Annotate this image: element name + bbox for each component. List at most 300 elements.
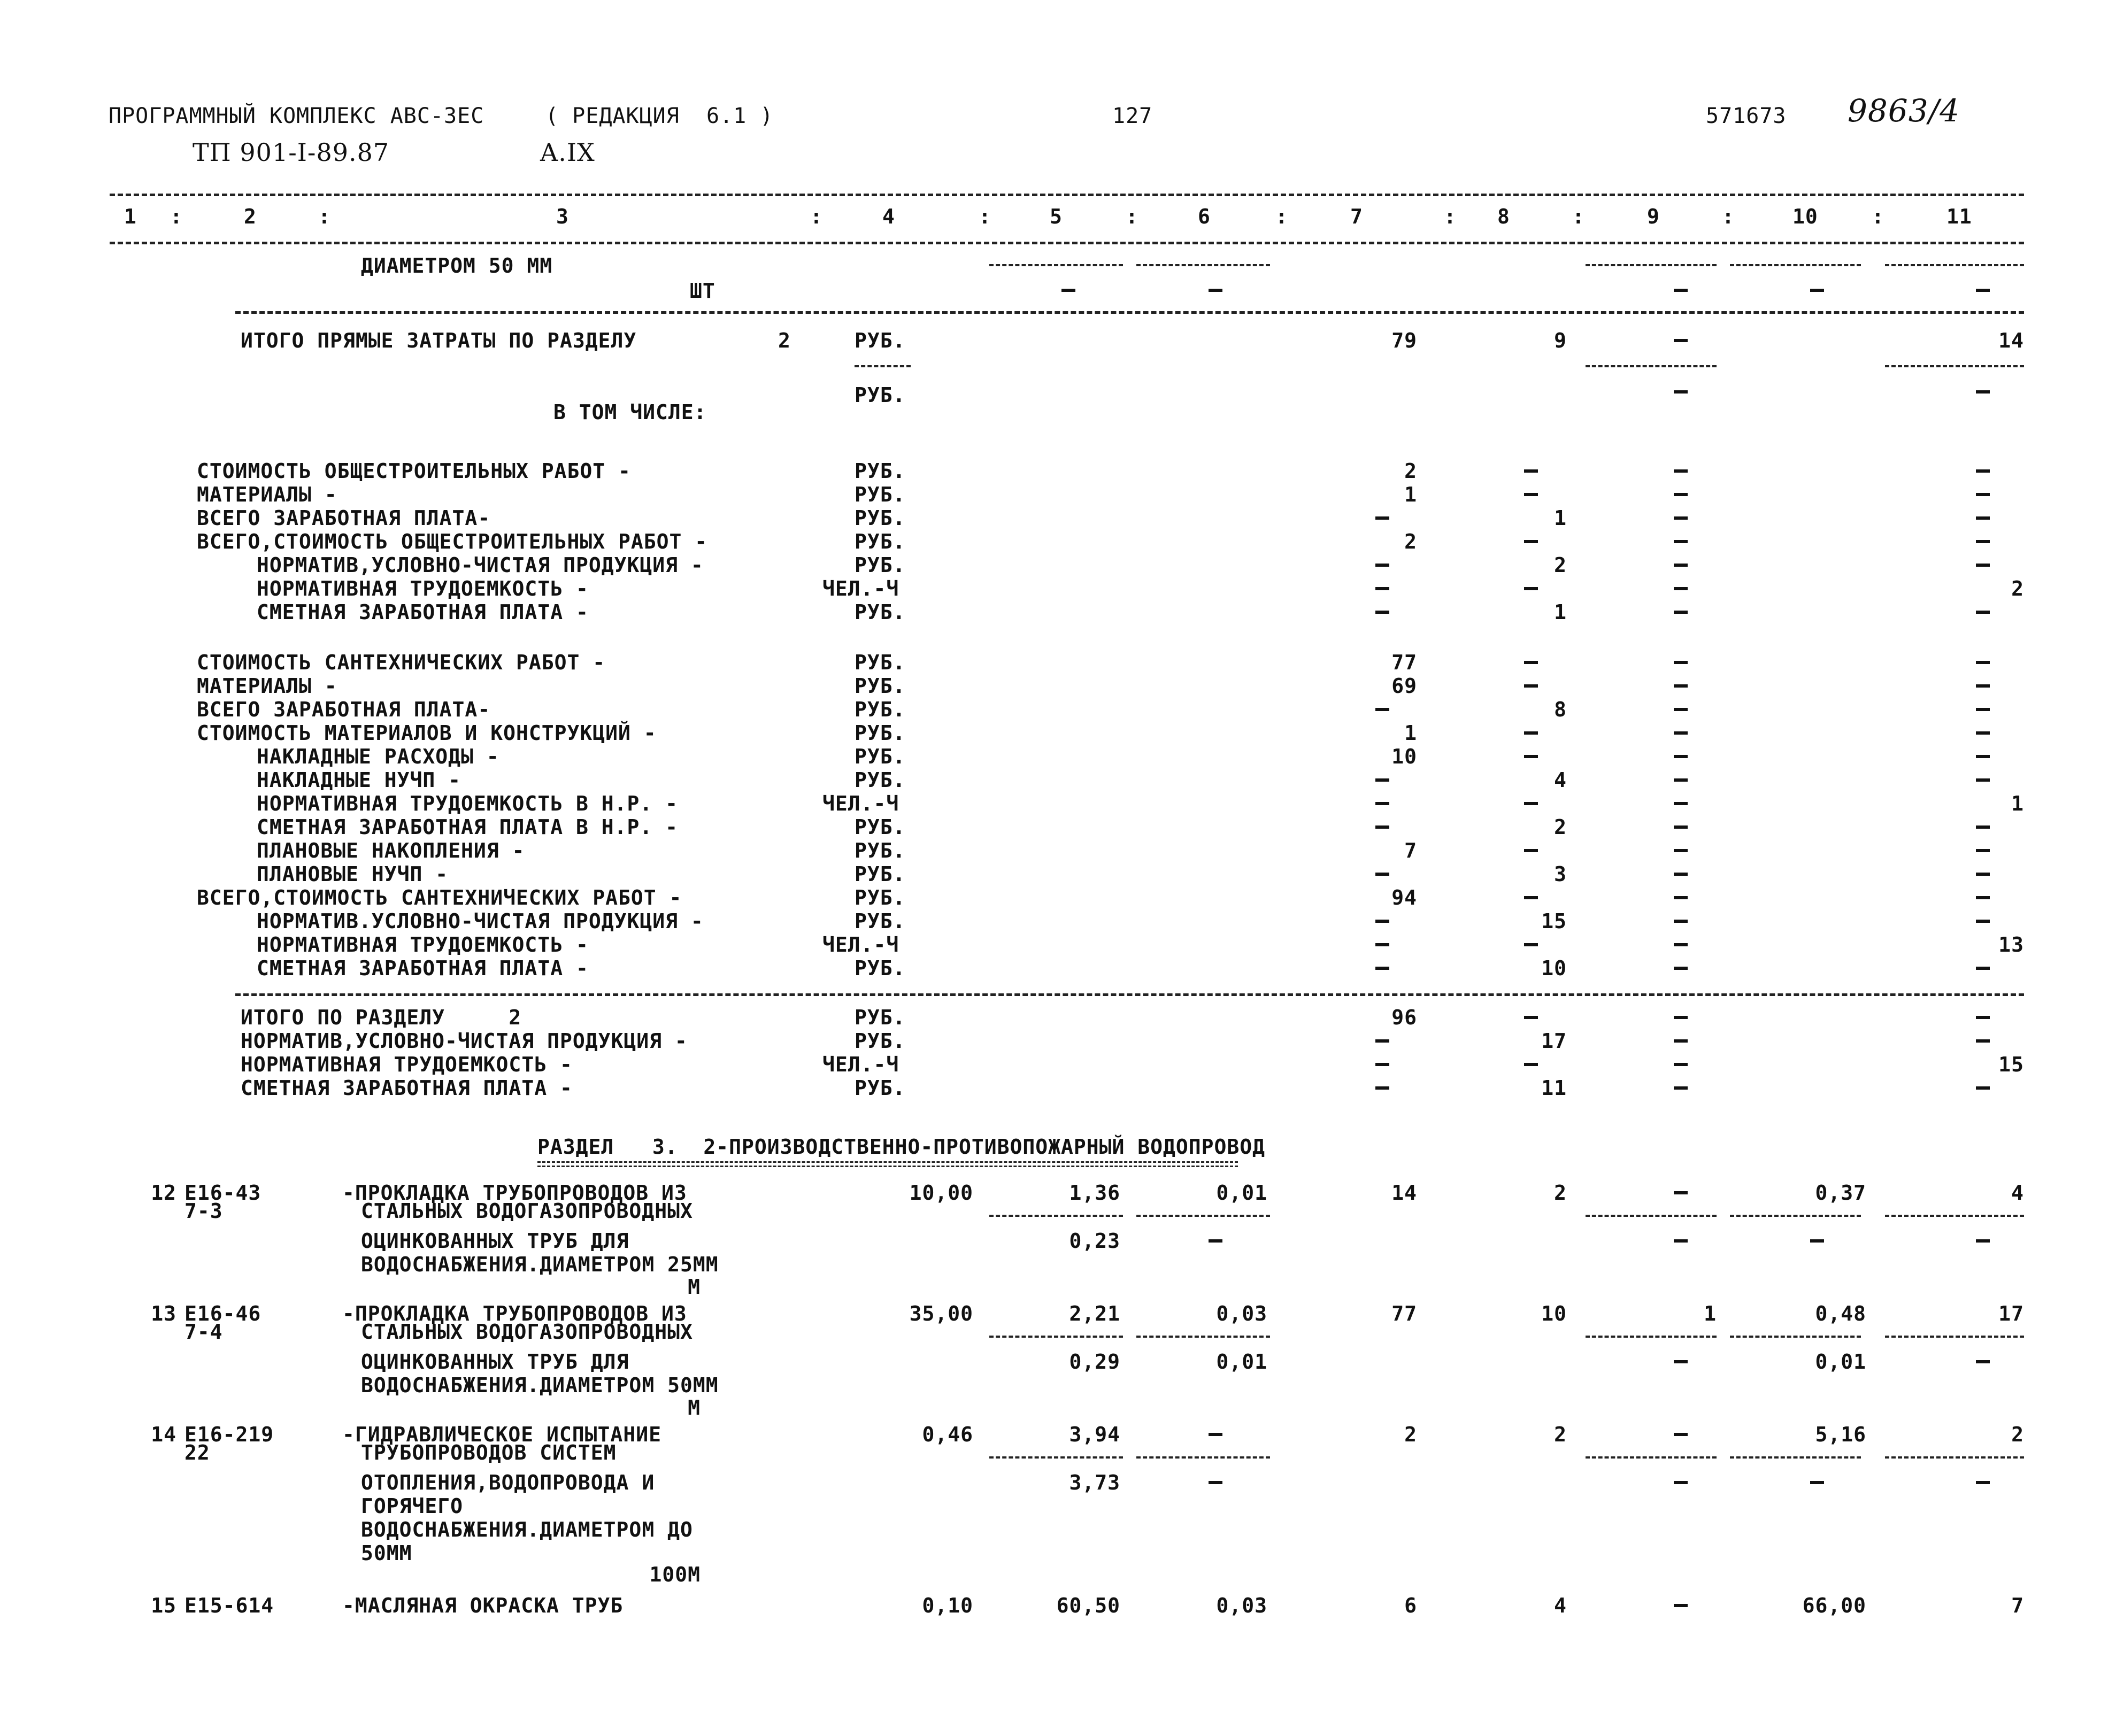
rule — [235, 311, 2024, 314]
item-desc-line: -ГИДРАВЛИЧЕСКОЕ ИСПЫТАНИЕ — [342, 1423, 661, 1446]
direct-costs-unit2: РУБ. — [855, 383, 906, 407]
dash — [1976, 920, 1990, 923]
dash — [1810, 289, 1824, 292]
dash — [1976, 755, 1990, 758]
dash — [1674, 943, 1688, 946]
item-c8: 2 — [1554, 1181, 1567, 1205]
dash — [1976, 289, 1990, 292]
item-c5: 2,21 — [1069, 1302, 1120, 1325]
summary-unit: РУБ. — [855, 721, 906, 745]
dash — [1674, 755, 1688, 758]
summary-unit: РУБ. — [855, 909, 906, 933]
summary-c11: 1 — [2011, 792, 2024, 815]
col-separator: : — [1572, 205, 1585, 228]
summary-label: НОРМАТИВ.УСЛОВНО-ЧИСТАЯ ПРОДУКЦИЯ - — [257, 909, 704, 933]
total-label: ИТОГО ПО РАЗДЕЛУ 2 — [241, 1006, 522, 1029]
summary-label: СМЕТНАЯ ЗАРАБОТНАЯ ПЛАТА - — [257, 600, 589, 624]
dash — [1674, 1016, 1688, 1019]
dash — [1674, 1063, 1688, 1066]
item-desc-line: -МАСЛЯНАЯ ОКРАСКА ТРУБ — [342, 1594, 624, 1617]
item-desc-line: ВОДОСНАБЖЕНИЯ.ДИАМЕТРОМ 50ММ — [361, 1374, 719, 1397]
dash — [1674, 708, 1688, 711]
rule — [989, 1336, 1123, 1338]
summary-unit: ЧЕЛ.-Ч — [822, 577, 899, 600]
item-number: 15 — [151, 1594, 176, 1617]
rule — [1586, 1456, 1717, 1459]
dash — [1976, 731, 1990, 735]
item-code: Е16-219 — [184, 1423, 274, 1446]
item-desc-line: ВОДОСНАБЖЕНИЯ.ДИАМЕТРОМ 25ММ — [361, 1253, 719, 1276]
item-c10: 0,48 — [1815, 1302, 1866, 1325]
summary-label: ВСЕГО,СТОИМОСТЬ ОБЩЕСТРОИТЕЛЬНЫХ РАБОТ - — [197, 530, 708, 553]
summary-c7: 7 — [1404, 839, 1417, 862]
page-number: 127 — [1112, 104, 1153, 128]
item-c4: 10,00 — [909, 1181, 973, 1205]
dash — [1375, 825, 1389, 829]
item-unit: 100М — [649, 1563, 701, 1586]
dash — [1375, 1039, 1389, 1043]
dash — [1976, 1239, 1990, 1243]
dash — [1976, 825, 1990, 829]
rule — [855, 365, 911, 367]
item-desc-line: ОЦИНКОВАННЫХ ТРУБ ДЛЯ — [361, 1229, 629, 1253]
rule — [1136, 1215, 1270, 1217]
dash — [1976, 390, 1990, 394]
summary-unit: РУБ. — [855, 674, 906, 698]
item-code-2: 22 — [184, 1441, 210, 1464]
dash — [1976, 896, 1990, 899]
dash — [1375, 967, 1389, 970]
dash — [1674, 1086, 1688, 1090]
col-7-header: 7 — [1350, 205, 1363, 228]
dash — [1810, 1239, 1824, 1243]
item-c11: 2 — [2011, 1423, 2024, 1446]
dash — [1674, 920, 1688, 923]
summary-label: ВСЕГО,СТОИМОСТЬ САНТЕХНИЧЕСКИХ РАБОТ - — [197, 886, 682, 909]
col-8-header: 8 — [1497, 205, 1510, 228]
direct-costs-c7: 79 — [1391, 329, 1417, 352]
dash — [1524, 661, 1538, 664]
dash — [1524, 587, 1538, 590]
dash — [1976, 469, 1990, 473]
dash — [1976, 493, 1990, 496]
dash — [1375, 943, 1389, 946]
summary-c8: 1 — [1554, 600, 1567, 624]
summary-c7: 1 — [1404, 483, 1417, 506]
total-unit: РУБ. — [855, 1029, 906, 1053]
item-c5: 1,36 — [1069, 1181, 1120, 1205]
summary-unit: РУБ. — [855, 862, 906, 886]
total-label: НОРМАТИВНАЯ ТРУДОЕМКОСТЬ - — [241, 1053, 573, 1076]
title-underline — [537, 1166, 1238, 1167]
summary-label: НОРМАТИВНАЯ ТРУДОЕМКОСТЬ - — [257, 933, 589, 956]
dash — [1674, 516, 1688, 520]
rule — [1586, 1215, 1717, 1217]
dash — [1524, 896, 1538, 899]
dash — [1976, 967, 1990, 970]
item-code-2: 7-3 — [184, 1199, 223, 1223]
rule — [1586, 1336, 1717, 1338]
dash — [1674, 564, 1688, 567]
total-label: НОРМАТИВ,УСЛОВНО-ЧИСТАЯ ПРОДУКЦИЯ - — [241, 1029, 688, 1053]
dash — [1375, 564, 1389, 567]
direct-costs-c11: 14 — [1998, 329, 2024, 352]
dash — [1674, 1433, 1688, 1436]
dash — [1976, 540, 1990, 543]
dash — [1674, 611, 1688, 614]
album-code: A.IX — [540, 138, 595, 167]
dash — [1674, 849, 1688, 852]
dash — [1674, 339, 1688, 342]
dash — [1674, 1239, 1688, 1243]
dash — [1674, 731, 1688, 735]
including-label: В ТОМ ЧИСЛЕ: — [553, 400, 707, 424]
summary-c11: 2 — [2011, 577, 2024, 600]
item-unit: М — [688, 1396, 701, 1419]
item-c10b: 0,01 — [1815, 1350, 1866, 1374]
summary-c7: 2 — [1404, 459, 1417, 483]
col-separator: : — [1444, 205, 1457, 228]
rule — [1730, 264, 1861, 266]
summary-c8: 4 — [1554, 768, 1567, 792]
col-separator: : — [170, 205, 183, 228]
dash — [1674, 540, 1688, 543]
summary-c8: 2 — [1554, 553, 1567, 577]
dash — [1524, 849, 1538, 852]
col-11-header: 11 — [1946, 205, 1972, 228]
item-c11: 7 — [2011, 1594, 2024, 1617]
summary-unit: РУБ. — [855, 745, 906, 768]
dash — [1674, 587, 1688, 590]
summary-label: МАТЕРИАЛЫ - — [197, 674, 337, 698]
summary-unit: РУБ. — [855, 530, 906, 553]
dash — [1524, 469, 1538, 473]
rule — [1136, 1456, 1270, 1459]
rule — [1730, 1215, 1861, 1217]
rule — [1885, 365, 2024, 367]
dash — [1674, 469, 1688, 473]
item-desc-line: ВОДОСНАБЖЕНИЯ.ДИАМЕТРОМ ДО — [361, 1518, 693, 1541]
item-c8: 10 — [1541, 1302, 1567, 1325]
col-separator: : — [1872, 205, 1884, 228]
col-separator: : — [979, 205, 991, 228]
rule — [235, 993, 2024, 996]
item-c5b: 0,23 — [1069, 1229, 1120, 1253]
item-c5: 3,94 — [1069, 1423, 1120, 1446]
dash — [1674, 896, 1688, 899]
summary-unit: ЧЕЛ.-Ч — [822, 933, 899, 956]
summary-c7: 94 — [1391, 886, 1417, 909]
item-code-2: 7-4 — [184, 1320, 223, 1344]
rule — [1730, 1456, 1861, 1459]
summary-c11: 13 — [1998, 933, 2024, 956]
col-10-header: 10 — [1792, 205, 1818, 228]
direct-costs-unit: РУБ. — [855, 329, 906, 352]
dash — [1209, 1481, 1222, 1484]
dash — [1810, 1481, 1824, 1484]
doc-code: 571673 — [1706, 104, 1787, 128]
dash — [1976, 516, 1990, 520]
item-c7: 6 — [1404, 1594, 1417, 1617]
dash — [1674, 802, 1688, 805]
col-separator: : — [1722, 205, 1735, 228]
summary-unit: РУБ. — [855, 839, 906, 862]
item-number: 13 — [151, 1302, 176, 1325]
summary-unit: РУБ. — [855, 483, 906, 506]
dash — [1976, 661, 1990, 664]
total-label: СМЕТНАЯ ЗАРАБОТНАЯ ПЛАТА - — [241, 1076, 573, 1100]
item-c7: 2 — [1404, 1423, 1417, 1446]
dash — [1674, 1039, 1688, 1043]
item-c5b: 3,73 — [1069, 1471, 1120, 1494]
dash — [1524, 540, 1538, 543]
dash — [1524, 493, 1538, 496]
summary-c8: 10 — [1541, 956, 1567, 980]
dash — [1375, 778, 1389, 782]
summary-label: СТОИМОСТЬ МАТЕРИАЛОВ И КОНСТРУКЦИЙ - — [197, 721, 657, 745]
program-title: ПРОГРАММНЫЙ КОМПЛЕКС АВС-3ЕС — [109, 104, 484, 128]
dash — [1375, 802, 1389, 805]
item-desc-line: -ПРОКЛАДКА ТРУБОПРОВОДОВ ИЗ — [342, 1302, 687, 1325]
summary-c7: 69 — [1391, 674, 1417, 698]
summary-unit: РУБ. — [855, 768, 906, 792]
rule — [1885, 1336, 2024, 1338]
rule — [1586, 365, 1717, 367]
item-desc-line: СТАЛЬНЫХ ВОДОГАЗОПРОВОДНЫХ — [361, 1199, 693, 1223]
total-c11: 15 — [1998, 1053, 2024, 1076]
summary-unit: РУБ. — [855, 886, 906, 909]
rule — [989, 1456, 1123, 1459]
total-unit: ЧЕЛ.-Ч — [822, 1053, 899, 1076]
item-c8: 4 — [1554, 1594, 1567, 1617]
dash — [1674, 1481, 1688, 1484]
item-c5: 60,50 — [1056, 1594, 1120, 1617]
item-c6: 0,03 — [1216, 1594, 1267, 1617]
summary-unit: РУБ. — [855, 815, 906, 839]
col-4-header: 4 — [882, 205, 895, 228]
dash — [1976, 1016, 1990, 1019]
item-code: Е16-46 — [184, 1302, 261, 1325]
dash — [1375, 920, 1389, 923]
summary-c7: 77 — [1391, 651, 1417, 674]
item-c11: 17 — [1998, 1302, 2024, 1325]
dash — [1674, 390, 1688, 394]
item-number: 14 — [151, 1423, 176, 1446]
summary-label: СТОИМОСТЬ САНТЕХНИЧЕСКИХ РАБОТ - — [197, 651, 606, 674]
item-desc-line: -ПРОКЛАДКА ТРУБОПРОВОДОВ ИЗ — [342, 1181, 687, 1205]
summary-label: НОРМАТИВНАЯ ТРУДОЕМКОСТЬ В Н.Р. - — [257, 792, 678, 815]
dash — [1524, 755, 1538, 758]
col-6-header: 6 — [1198, 205, 1211, 228]
handwritten-code: 9863/4 — [1848, 92, 1960, 129]
rule — [989, 1215, 1123, 1217]
item-c10: 5,16 — [1815, 1423, 1866, 1446]
dash — [1524, 943, 1538, 946]
col-3-header: 3 — [556, 205, 569, 228]
summary-label: МАТЕРИАЛЫ - — [197, 483, 337, 506]
item-desc-line: ГОРЯЧЕГО — [361, 1494, 464, 1518]
dash — [1524, 731, 1538, 735]
dash — [1674, 1604, 1688, 1607]
dash — [1674, 1191, 1688, 1194]
project-code: ТП 901-I-89.87 — [193, 138, 390, 167]
dash — [1976, 1086, 1990, 1090]
top-rule — [110, 194, 2024, 196]
continuation-text: ДИАМЕТРОМ 50 ММ — [361, 254, 553, 277]
summary-c8: 15 — [1541, 909, 1567, 933]
dash — [1524, 1063, 1538, 1066]
dash — [1976, 708, 1990, 711]
dash — [1674, 684, 1688, 688]
dash — [1375, 611, 1389, 614]
dash — [1375, 1086, 1389, 1090]
summary-unit: РУБ. — [855, 459, 906, 483]
summary-label: ВСЕГО ЗАРАБОТНАЯ ПЛАТА- — [197, 698, 491, 721]
item-desc-line: ОТОПЛЕНИЯ,ВОДОПРОВОДА И — [361, 1471, 655, 1494]
col-separator: : — [1126, 205, 1138, 228]
dash — [1674, 1360, 1688, 1363]
col-9-header: 9 — [1647, 205, 1660, 228]
total-c8: 11 — [1541, 1076, 1567, 1100]
col-separator: : — [1275, 205, 1288, 228]
item-number: 12 — [151, 1181, 176, 1205]
summary-unit: РУБ. — [855, 956, 906, 980]
item-c8: 2 — [1554, 1423, 1567, 1446]
rule — [1586, 264, 1717, 266]
summary-label: СМЕТНАЯ ЗАРАБОТНАЯ ПЛАТА В Н.Р. - — [257, 815, 678, 839]
rule — [1885, 264, 2024, 266]
rule — [1730, 1336, 1861, 1338]
summary-label: НОРМАТИВНАЯ ТРУДОЕМКОСТЬ - — [257, 577, 589, 600]
dash — [1674, 661, 1688, 664]
title-underline — [537, 1161, 1238, 1163]
edition-label: ( РЕДАКЦИЯ 6.1 ) — [545, 104, 774, 128]
item-desc-line: ТРУБОПРОВОДОВ СИСТЕМ — [361, 1441, 617, 1464]
col-separator: : — [810, 205, 823, 228]
summary-c8: 2 — [1554, 815, 1567, 839]
item-c6: 0,03 — [1216, 1302, 1267, 1325]
summary-label: ПЛАНОВЫЕ НУЧП - — [257, 862, 449, 886]
direct-costs-c8: 9 — [1554, 329, 1567, 352]
summary-c7: 1 — [1404, 721, 1417, 745]
dash — [1674, 289, 1688, 292]
item-c10: 66,00 — [1802, 1594, 1866, 1617]
item-c9: 1 — [1704, 1302, 1717, 1325]
dash — [1976, 684, 1990, 688]
summary-c8: 3 — [1554, 862, 1567, 886]
dash — [1375, 873, 1389, 876]
dash — [1375, 516, 1389, 520]
summary-label: НОРМАТИВ,УСЛОВНО-ЧИСТАЯ ПРОДУКЦИЯ - — [257, 553, 704, 577]
dash — [1524, 802, 1538, 805]
dash — [1061, 289, 1075, 292]
total-unit: РУБ. — [855, 1006, 906, 1029]
dash — [1375, 1063, 1389, 1066]
dash — [1524, 1016, 1538, 1019]
summary-unit: ЧЕЛ.-Ч — [822, 792, 899, 815]
col-1-header: 1 — [124, 205, 137, 228]
continuation-unit: ШТ — [690, 279, 715, 303]
summary-c8: 8 — [1554, 698, 1567, 721]
summary-label: ВСЕГО ЗАРАБОТНАЯ ПЛАТА- — [197, 506, 491, 530]
summary-label: СМЕТНАЯ ЗАРАБОТНАЯ ПЛАТА - — [257, 956, 589, 980]
rule — [1136, 264, 1270, 266]
dash — [1674, 493, 1688, 496]
item-code: Е15-614 — [184, 1594, 274, 1617]
dash — [1976, 849, 1990, 852]
summary-label: ПЛАНОВЫЕ НАКОПЛЕНИЯ - — [257, 839, 525, 862]
item-c11: 4 — [2011, 1181, 2024, 1205]
direct-costs-section: 2 — [778, 329, 791, 352]
total-c8: 17 — [1541, 1029, 1567, 1053]
summary-unit: РУБ. — [855, 600, 906, 624]
dash — [1375, 587, 1389, 590]
summary-unit: РУБ. — [855, 506, 906, 530]
dash — [1976, 1481, 1990, 1484]
item-desc-line: ОЦИНКОВАННЫХ ТРУБ ДЛЯ — [361, 1350, 629, 1374]
item-desc-line: СТАЛЬНЫХ ВОДОГАЗОПРОВОДНЫХ — [361, 1320, 693, 1344]
item-code: Е16-43 — [184, 1181, 261, 1205]
section3-title: РАЗДЕЛ 3. 2-ПРОИЗВОДСТВЕННО-ПРОТИВОПОЖАРНЫЙ ВОДОПРОВОД — [537, 1135, 1266, 1159]
col-separator: : — [318, 205, 331, 228]
rule — [989, 264, 1123, 266]
total-c7: 96 — [1391, 1006, 1417, 1029]
dash — [1976, 1360, 1990, 1363]
item-c4: 0,10 — [922, 1594, 973, 1617]
direct-costs-label: ИТОГО ПРЯМЫЕ ЗАТРАТЫ ПО РАЗДЕЛУ — [241, 329, 637, 352]
rule — [1885, 1215, 2024, 1217]
item-c10: 0,37 — [1815, 1181, 1866, 1205]
dash — [1209, 1239, 1222, 1243]
item-c5b: 0,29 — [1069, 1350, 1120, 1374]
dash — [1524, 684, 1538, 688]
header-rule — [110, 242, 2024, 244]
item-c6: 0,01 — [1216, 1181, 1267, 1205]
dash — [1976, 564, 1990, 567]
dash — [1976, 1039, 1990, 1043]
col-2-header: 2 — [244, 205, 257, 228]
dash — [1976, 873, 1990, 876]
summary-label: СТОИМОСТЬ ОБЩЕСТРОИТЕЛЬНЫХ РАБОТ - — [197, 459, 631, 483]
summary-label: НАКЛАДНЫЕ РАСХОДЫ - — [257, 745, 499, 768]
total-unit: РУБ. — [855, 1076, 906, 1100]
dash — [1209, 289, 1222, 292]
summary-label: НАКЛАДНЫЕ НУЧП - — [257, 768, 461, 792]
rule — [1136, 1336, 1270, 1338]
dash — [1976, 778, 1990, 782]
summary-c7: 2 — [1404, 530, 1417, 553]
dash — [1674, 967, 1688, 970]
item-c4: 0,46 — [922, 1423, 973, 1446]
dash — [1674, 873, 1688, 876]
dash — [1375, 708, 1389, 711]
item-c4: 35,00 — [909, 1302, 973, 1325]
dash — [1209, 1433, 1222, 1436]
summary-unit: РУБ. — [855, 553, 906, 577]
item-unit: М — [688, 1275, 701, 1299]
summary-c7: 10 — [1391, 745, 1417, 768]
item-c7: 77 — [1391, 1302, 1417, 1325]
summary-c8: 1 — [1554, 506, 1567, 530]
dash — [1674, 778, 1688, 782]
rule — [1885, 1456, 2024, 1459]
item-desc-line: 50ММ — [361, 1541, 412, 1565]
dash — [1674, 825, 1688, 829]
dash — [1976, 611, 1990, 614]
summary-unit: РУБ. — [855, 698, 906, 721]
item-c6b: 0,01 — [1216, 1350, 1267, 1374]
summary-unit: РУБ. — [855, 651, 906, 674]
